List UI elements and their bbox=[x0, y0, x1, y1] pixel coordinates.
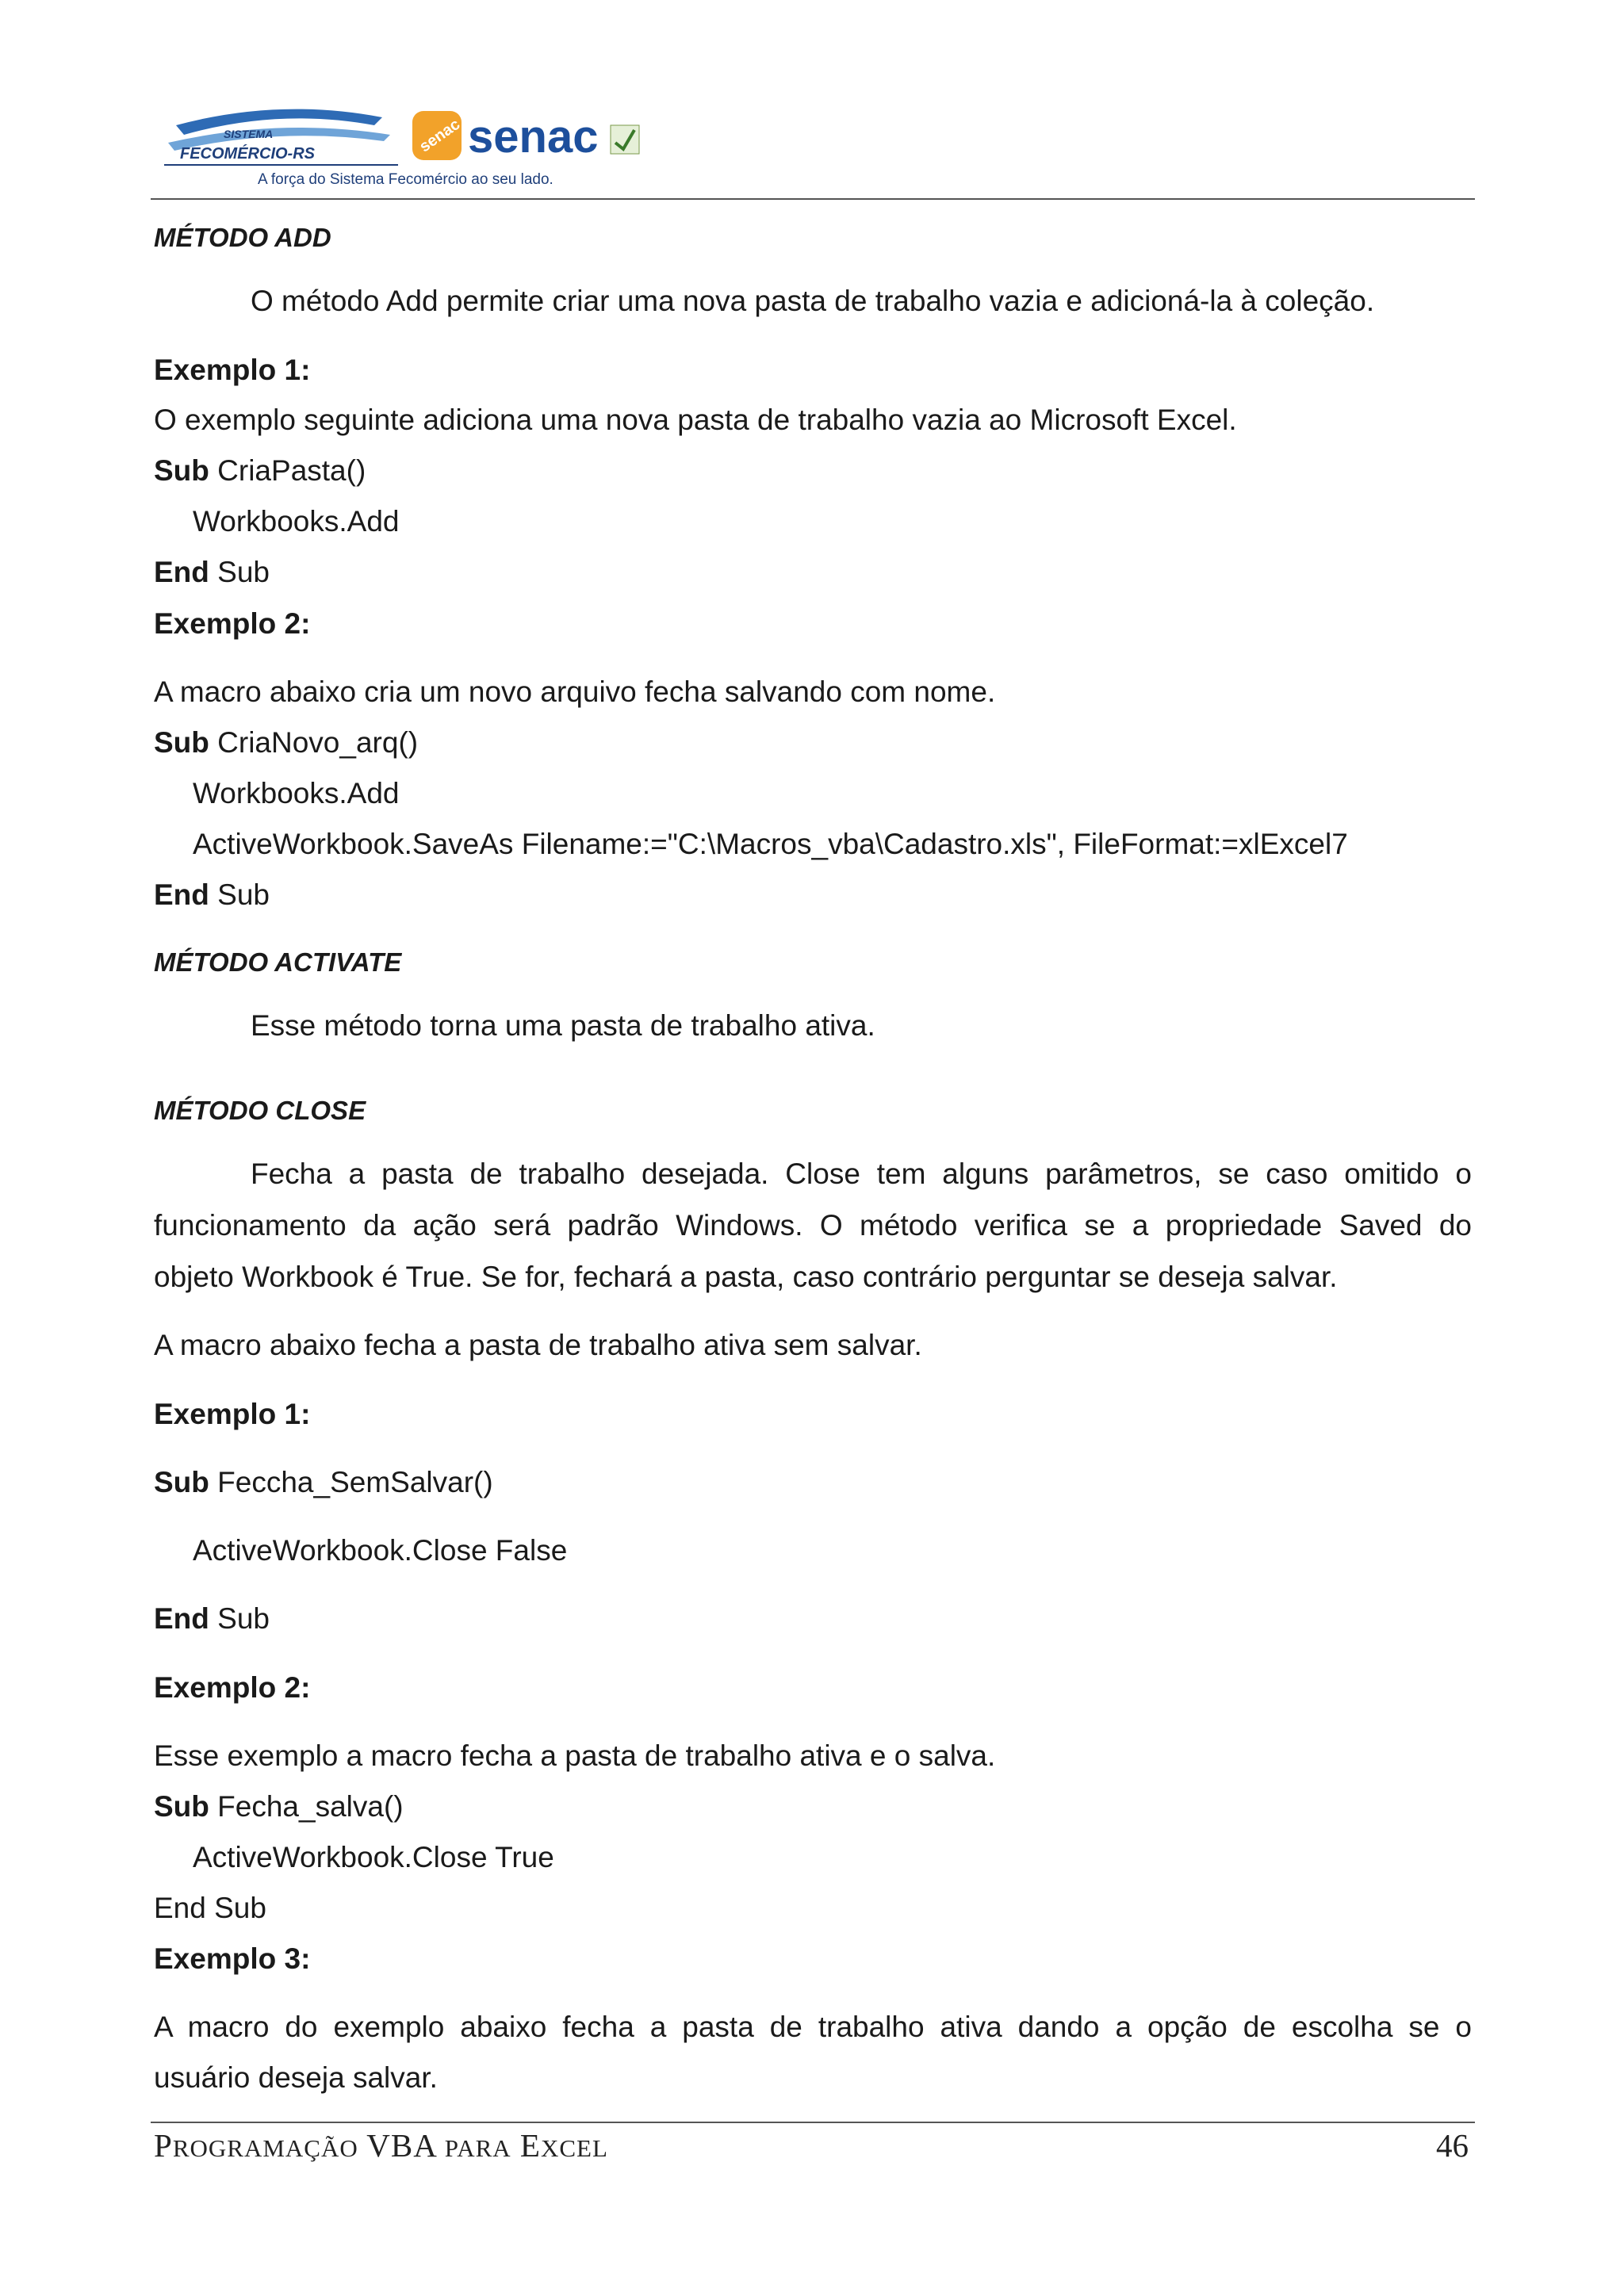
paragraph-add: O método Add permite criar uma nova pasta de trabalho vazia e adicioná-la à coleção. bbox=[251, 285, 1375, 317]
code-line: ActiveWorkbook.Close False bbox=[193, 1534, 568, 1567]
footer-title-part: P bbox=[154, 2127, 173, 2164]
paragraph-close-line: Fecha a pasta de trabalho desejada. Close tem alguns parâmetros, se caso omitido o bbox=[251, 1158, 1472, 1190]
code-line: Workbooks.Add bbox=[193, 777, 400, 809]
end-sub-rest: Sub bbox=[209, 556, 270, 588]
end-sub-rest: Sub bbox=[209, 878, 270, 911]
heading-method-close: MÉTODO CLOSE bbox=[154, 1096, 366, 1125]
code-line-sub bbox=[154, 724, 418, 762]
fecomercio-logo-line2: FECOMÉRCIO-RS bbox=[180, 145, 315, 163]
footer-divider bbox=[151, 2122, 1475, 2123]
code-line: ActiveWorkbook.SaveAs Filename:="C:\Macros_vba\Cadastro.xls", FileFormat:=xlExcel7 bbox=[193, 828, 1348, 860]
code-line-end bbox=[154, 876, 270, 914]
sub-name: CriaPasta() bbox=[209, 454, 366, 487]
code-line: Workbooks.Add bbox=[193, 505, 400, 538]
code-line-sub bbox=[154, 1464, 493, 1502]
sub-name: Fecha_salva() bbox=[209, 1790, 404, 1823]
close-example-2-label: Exemplo 2: bbox=[154, 1671, 311, 1704]
senac-logo-badge: senac bbox=[416, 115, 464, 156]
keyword-end: End bbox=[154, 556, 209, 588]
fecomercio-logo-line1: SISTEMA bbox=[224, 128, 274, 140]
example-2-label: Exemplo 2: bbox=[154, 607, 311, 640]
page-number: 46 bbox=[1436, 2127, 1469, 2164]
code-line: ActiveWorkbook.Close True bbox=[193, 1841, 554, 1873]
keyword-sub: Sub bbox=[154, 454, 209, 487]
keyword-sub: Sub bbox=[154, 1466, 209, 1498]
heading-method-add: MÉTODO ADD bbox=[154, 223, 331, 252]
senac-logo bbox=[412, 103, 642, 174]
heading-method-activate: MÉTODO ACTIVATE bbox=[154, 947, 402, 977]
paragraph-close-note: A macro abaixo fecha a pasta de trabalho ativa sem salvar. bbox=[154, 1329, 922, 1361]
example-2-description: A macro abaixo cria um novo arquivo fecha salvando com nome. bbox=[154, 675, 996, 708]
code-line-sub bbox=[154, 1788, 404, 1826]
keyword-sub: Sub bbox=[154, 726, 209, 759]
close-example-2-description: Esse exemplo a macro fecha a pasta de trabalho ativa e o salva. bbox=[154, 1739, 996, 1772]
paragraph-close-line: funcionamento da ação será padrão Windows. O método verifica se a propriedade Saved do bbox=[154, 1209, 1472, 1242]
close-example-1-label: Exemplo 1: bbox=[154, 1398, 311, 1430]
example-1-label: Exemplo 1: bbox=[154, 354, 311, 386]
keyword-end: End bbox=[154, 1602, 209, 1635]
page-header bbox=[151, 94, 1475, 198]
header-tagline: A força do Sistema Fecomércio ao seu lado. bbox=[258, 171, 553, 188]
paragraph-activate: Esse método torna uma pasta de trabalho ativa. bbox=[251, 1009, 875, 1042]
footer-title-part: PARA bbox=[444, 2134, 511, 2162]
code-line-sub bbox=[154, 452, 366, 490]
footer-title-part: ROGRAMAÇÃO bbox=[172, 2134, 358, 2162]
footer-title-part: VBA bbox=[358, 2127, 445, 2164]
paragraph-close-line: objeto Workbook é True. Se for, fechará a pasta, caso contrário perguntar se deseja salvar. bbox=[154, 1261, 1338, 1293]
close-example-3-description: usuário deseja salvar. bbox=[154, 2061, 438, 2094]
footer-title-part: E bbox=[511, 2127, 541, 2164]
code-line-end bbox=[154, 1600, 270, 1638]
keyword-sub: Sub bbox=[154, 1790, 209, 1823]
keyword-end: End bbox=[154, 878, 209, 911]
code-line-end-plain: End Sub bbox=[154, 1892, 266, 1924]
footer-title bbox=[154, 2126, 608, 2164]
code-line-end bbox=[154, 553, 270, 591]
end-sub-rest: Sub bbox=[209, 1602, 270, 1635]
header-divider bbox=[151, 198, 1475, 200]
footer-title-part: XCEL bbox=[540, 2134, 608, 2162]
close-example-3-label: Exemplo 3: bbox=[154, 1942, 311, 1975]
sub-name: CriaNovo_arq() bbox=[209, 726, 419, 759]
close-example-3-description: A macro do exemplo abaixo fecha a pasta de trabalho ativa dando a opção de escolha se o bbox=[154, 2011, 1472, 2043]
sub-name: Feccha_SemSalvar() bbox=[209, 1466, 493, 1498]
senac-logo-text: senac bbox=[468, 111, 599, 163]
example-1-description: O exemplo seguinte adiciona uma nova pasta de trabalho vazia ao Microsoft Excel. bbox=[154, 404, 1237, 436]
